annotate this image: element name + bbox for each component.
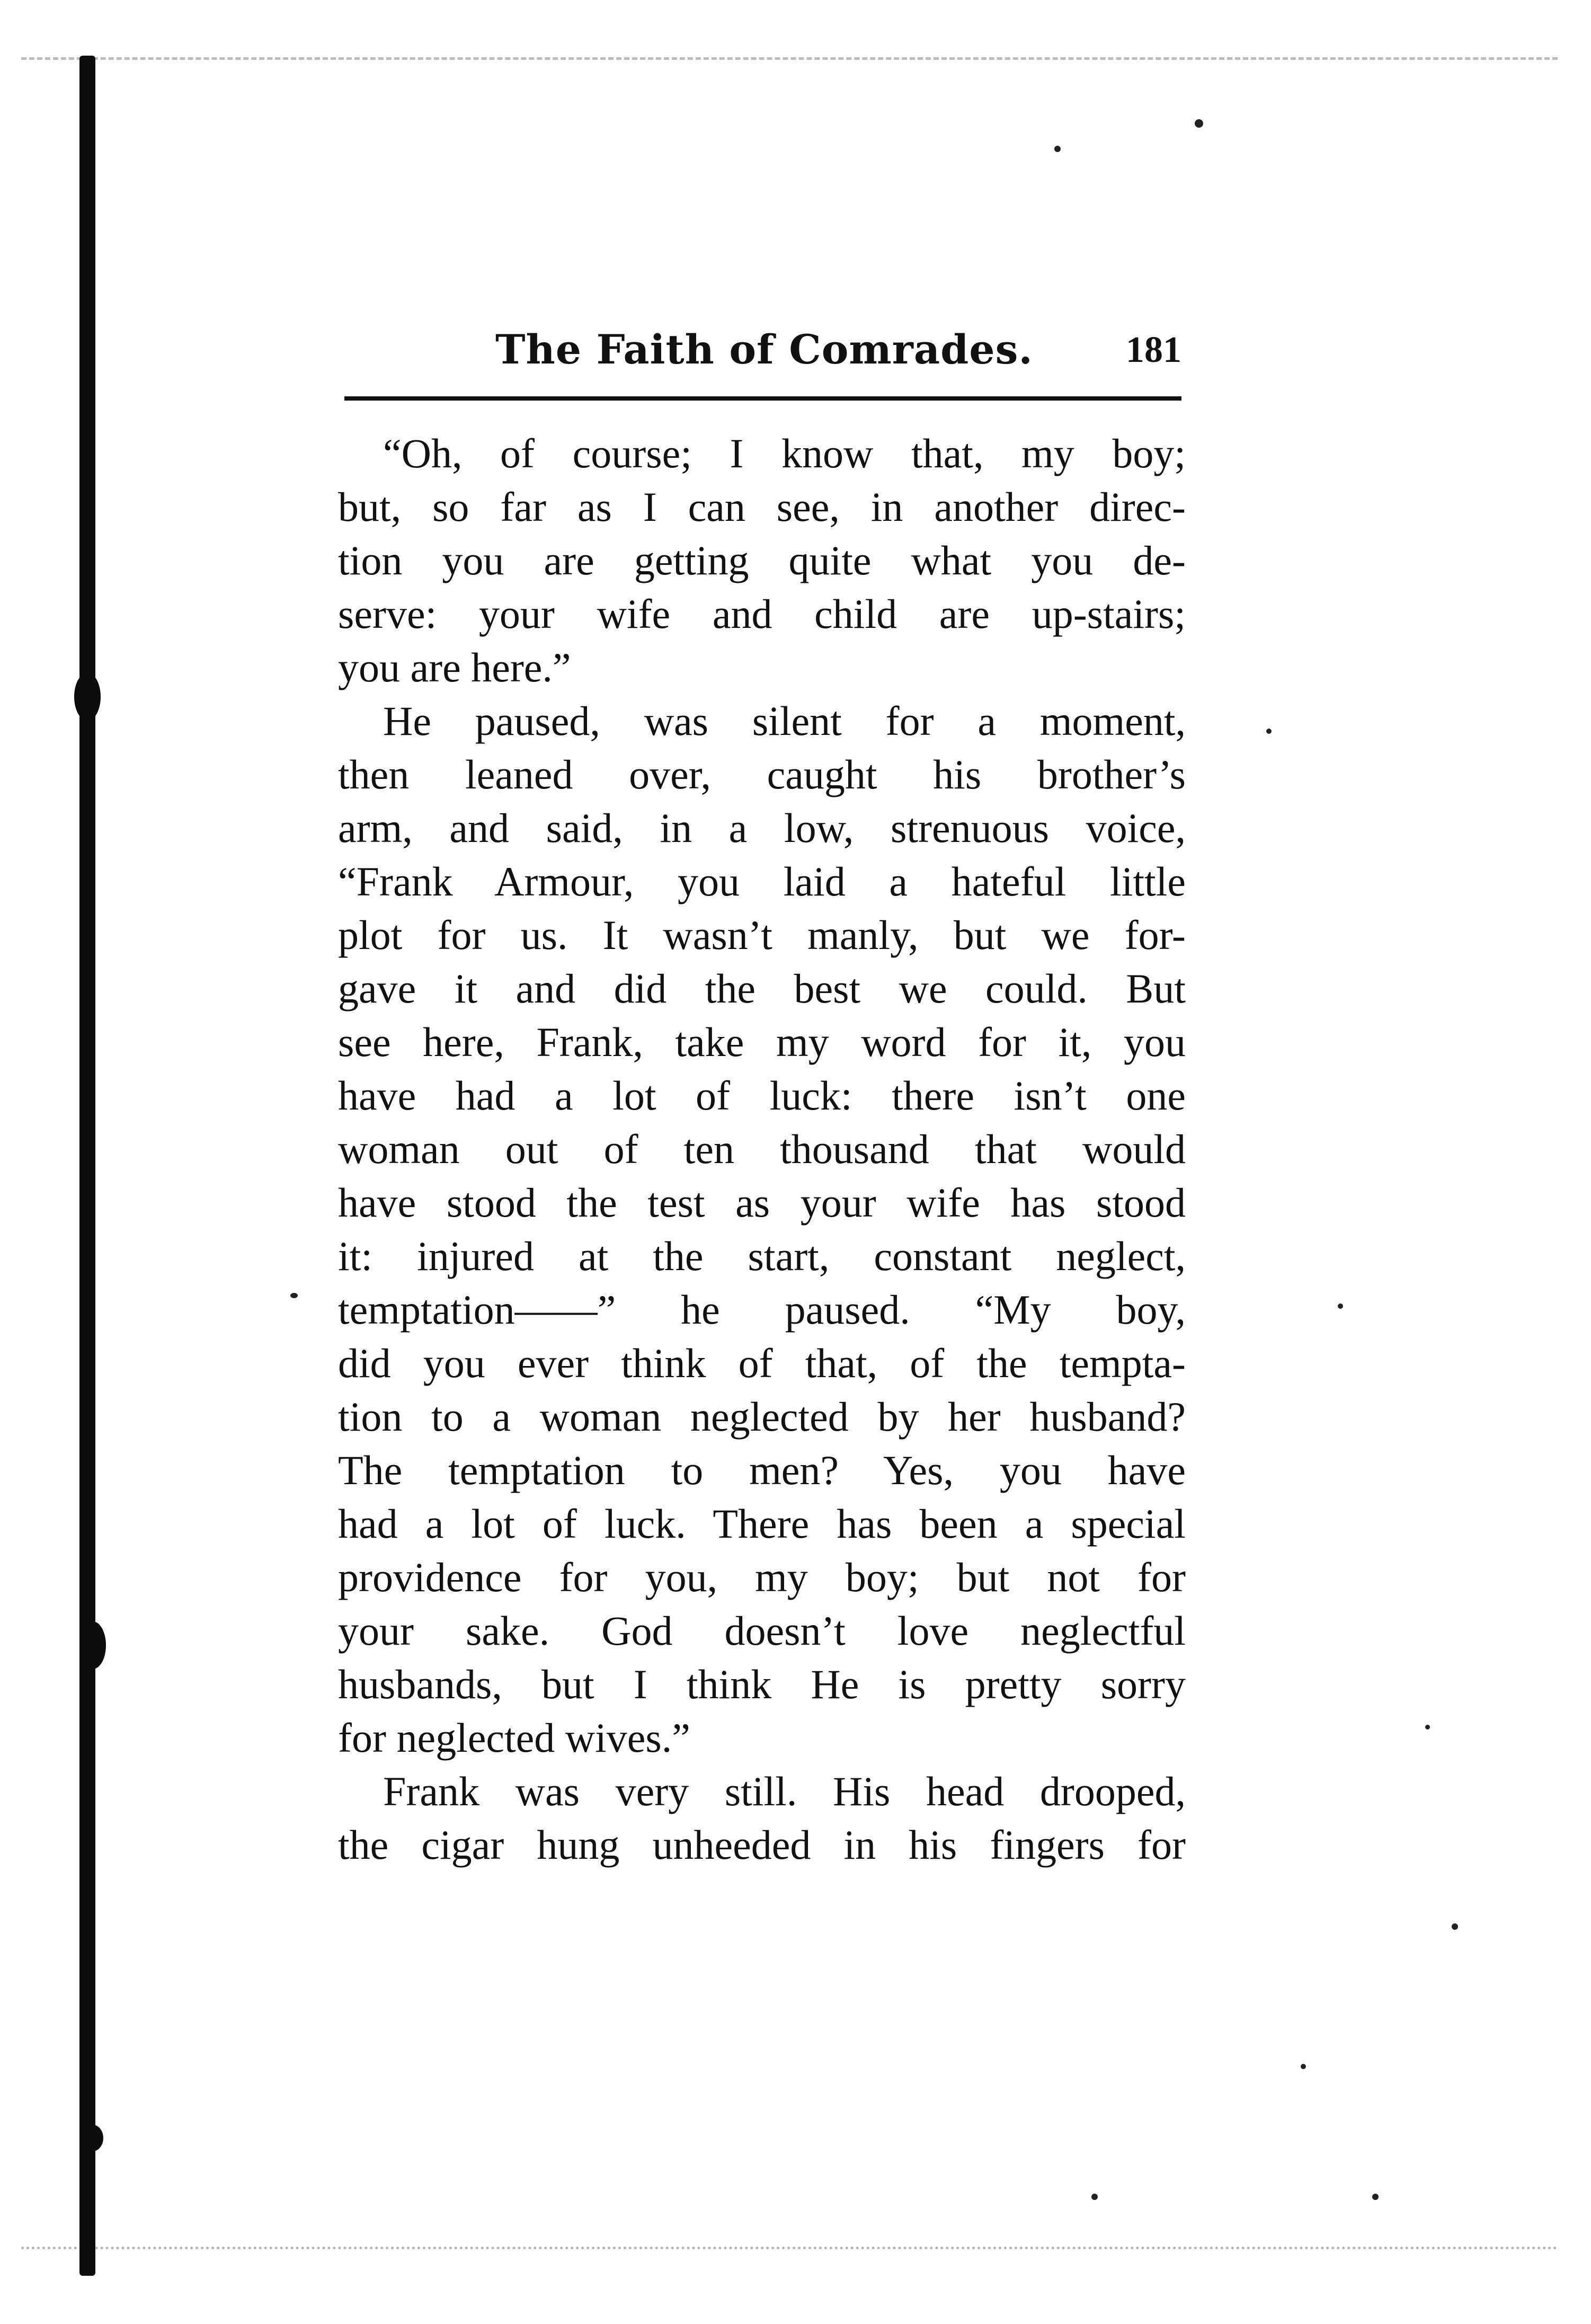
text-line: gave it and did the best we could. But — [338, 965, 1186, 1012]
text-line: woman out of ten thousand that would — [338, 1126, 1186, 1172]
text-line: had a lot of luck. There has been a special — [338, 1501, 1186, 1547]
text-line: serve: your wife and child are up-stairs; — [338, 591, 1186, 637]
running-title: The Faith of Comrades. — [495, 326, 1033, 373]
text-line: the cigar hung unheeded in his fingers for — [338, 1822, 1186, 1868]
text-line: arm, and said, in a low, strenuous voice, — [338, 805, 1186, 851]
text-line: He paused, was silent for a moment, — [383, 698, 1186, 744]
text-line: your sake. God doesn’t love neglectful — [338, 1608, 1186, 1654]
text-line: but, so far as I can see, in another direc- — [338, 484, 1186, 530]
text-line: Frank was very still. His head drooped, — [383, 1768, 1186, 1814]
binding-spine — [79, 56, 95, 2276]
text-line: it: injured at the start, constant neglect, — [338, 1233, 1186, 1279]
speck — [1091, 2194, 1098, 2200]
speck — [1425, 1725, 1430, 1729]
text-line: have had a lot of luck: there isn’t one — [338, 1072, 1186, 1119]
speck — [1054, 146, 1061, 152]
text-line: “Frank Armour, you laid a hateful little — [338, 858, 1186, 904]
text-line: plot for us. It wasn’t manly, but we for- — [338, 912, 1186, 958]
text-line: have stood the test as your wife has stood — [338, 1179, 1186, 1226]
text-line: see here, Frank, take my word for it, you — [338, 1019, 1186, 1065]
page-bottom-edge — [21, 2247, 1558, 2249]
speck — [1452, 1923, 1458, 1930]
header-rule — [344, 396, 1181, 401]
text-line: providence for you, my boy; but not for — [338, 1554, 1186, 1600]
speck — [290, 1293, 298, 1298]
speck — [1338, 1303, 1343, 1309]
page-number: 181 — [1126, 330, 1181, 370]
binding-knot — [74, 673, 101, 721]
text-line: for neglected wives.” — [338, 1715, 690, 1761]
text-line: then leaned over, caught his brother’s — [338, 751, 1186, 797]
text-line: you are here.” — [338, 644, 571, 690]
binding-knot — [79, 1621, 106, 1669]
speck — [1195, 119, 1203, 128]
body-text — [338, 427, 1186, 1871]
binding-knot — [82, 2125, 103, 2151]
text-line: did you ever think of that, of the tempta- — [338, 1340, 1186, 1386]
speck — [1301, 2064, 1306, 2069]
text-line: temptation——” he paused. “My boy, — [338, 1287, 1186, 1333]
text-line: tion to a woman neglected by her husband? — [338, 1394, 1186, 1440]
running-header — [344, 326, 1181, 384]
page-top-edge — [21, 57, 1558, 60]
speck — [1372, 2194, 1379, 2200]
text-line: “Oh, of course; I know that, my boy; — [383, 430, 1186, 476]
text-line: The temptation to men? Yes, you have — [338, 1447, 1186, 1493]
speck — [1266, 729, 1272, 734]
text-line: husbands, but I think He is pretty sorry — [338, 1661, 1186, 1707]
text-line: tion you are getting quite what you de- — [338, 537, 1186, 583]
